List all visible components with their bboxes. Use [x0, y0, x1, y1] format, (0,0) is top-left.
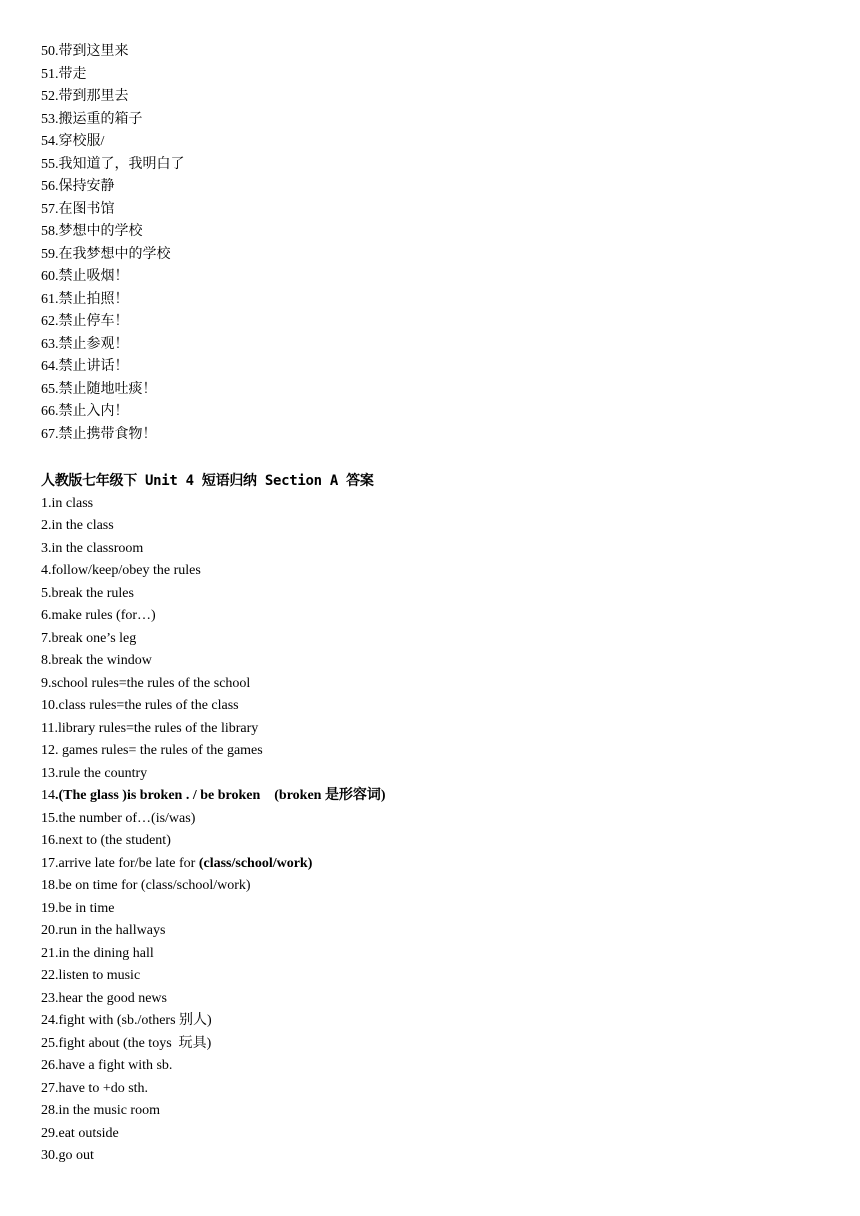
list-item: 11.library rules=the rules of the library — [41, 720, 259, 736]
list-item: 51.带走 — [41, 66, 87, 82]
list-item: 13.rule the country — [41, 765, 148, 781]
list-item: 60.禁止吸烟！ — [41, 269, 129, 284]
list-item: 5.break the rules — [41, 585, 134, 601]
list-item: 8.break the window — [41, 653, 152, 668]
list-item: 12. games rules= the rules of the games — [41, 743, 263, 758]
list-item: 55.我知道了，我明白了 — [41, 156, 185, 172]
list-item: 26.have a fight with sb. — [41, 1058, 173, 1073]
list-item: 18.be on time for (class/school/work) — [41, 878, 251, 893]
list-item: 27.have to +do sth. — [41, 1080, 149, 1096]
list-item: 28.in the music room — [41, 1103, 160, 1118]
list-item: 65.禁止随地吐痰！ — [41, 381, 157, 397]
list-item: 63.禁止参观！ — [41, 336, 129, 352]
list-item: 3.in the classroom — [41, 540, 144, 556]
item-number: 14 — [41, 788, 55, 803]
list-item: 21.in the dining hall — [41, 945, 154, 961]
list-item: 15.the number of…(is/was) — [41, 810, 196, 826]
list-item: 22.listen to music — [41, 968, 141, 983]
list-item: 64.禁止讲话！ — [41, 359, 129, 374]
list-item-17 — [41, 853, 386, 876]
list-item: 19.be in time — [41, 900, 115, 916]
list-item: 52.带到那里去 — [41, 89, 129, 104]
item-text: 17.arrive late for/be late for — [41, 855, 199, 871]
list-item: 67.禁止携带食物！ — [41, 426, 157, 442]
section-heading: 人教版七年级下 Unit 4 短语归纳 Section A 答案 — [41, 473, 374, 489]
list-item: 16.next to (the student) — [41, 833, 171, 848]
phrase-list-continued — [41, 41, 185, 446]
item-text-bold: .(The glass )is broken . / be broken (broken 是形容词) — [55, 788, 386, 803]
list-item: 61.禁止拍照！ — [41, 291, 129, 307]
list-item: 56.保持安静 — [41, 179, 115, 194]
list-item: 62.禁止停车！ — [41, 314, 129, 329]
list-item: 25.fight about (the toys 玩具) — [41, 1035, 212, 1051]
list-item: 23.hear the good news — [41, 990, 167, 1006]
list-item: 53.搬运重的箱子 — [41, 111, 143, 127]
item-text-bold: (class/school/work) — [198, 855, 313, 871]
list-item: 54.穿校服/ — [41, 134, 105, 149]
list-item: 10.class rules=the rules of the class — [41, 698, 239, 713]
list-item: 7.break one’s leg — [41, 630, 137, 646]
answers-section — [41, 470, 386, 1168]
list-item: 29.eat outside — [41, 1125, 119, 1141]
list-item: 59.在我梦想中的学校 — [41, 246, 171, 262]
list-item: 2.in the class — [41, 518, 114, 533]
list-item: 58.梦想中的学校 — [41, 224, 143, 239]
list-item: 30.go out — [41, 1148, 94, 1163]
list-item: 1.in class — [41, 495, 94, 511]
list-item: 20.run in the hallways — [41, 923, 166, 938]
list-item: 24.fight with (sb./others 别人) — [41, 1013, 212, 1028]
list-item: 6.make rules (for…) — [41, 608, 156, 623]
list-item: 50.带到这里来 — [41, 44, 129, 59]
list-item-14 — [41, 785, 386, 808]
list-item: 4.follow/keep/obey the rules — [41, 563, 201, 578]
list-item: 9.school rules=the rules of the school — [41, 675, 251, 691]
list-item: 66.禁止入内！ — [41, 404, 129, 419]
list-item: 57.在图书馆 — [41, 201, 115, 217]
